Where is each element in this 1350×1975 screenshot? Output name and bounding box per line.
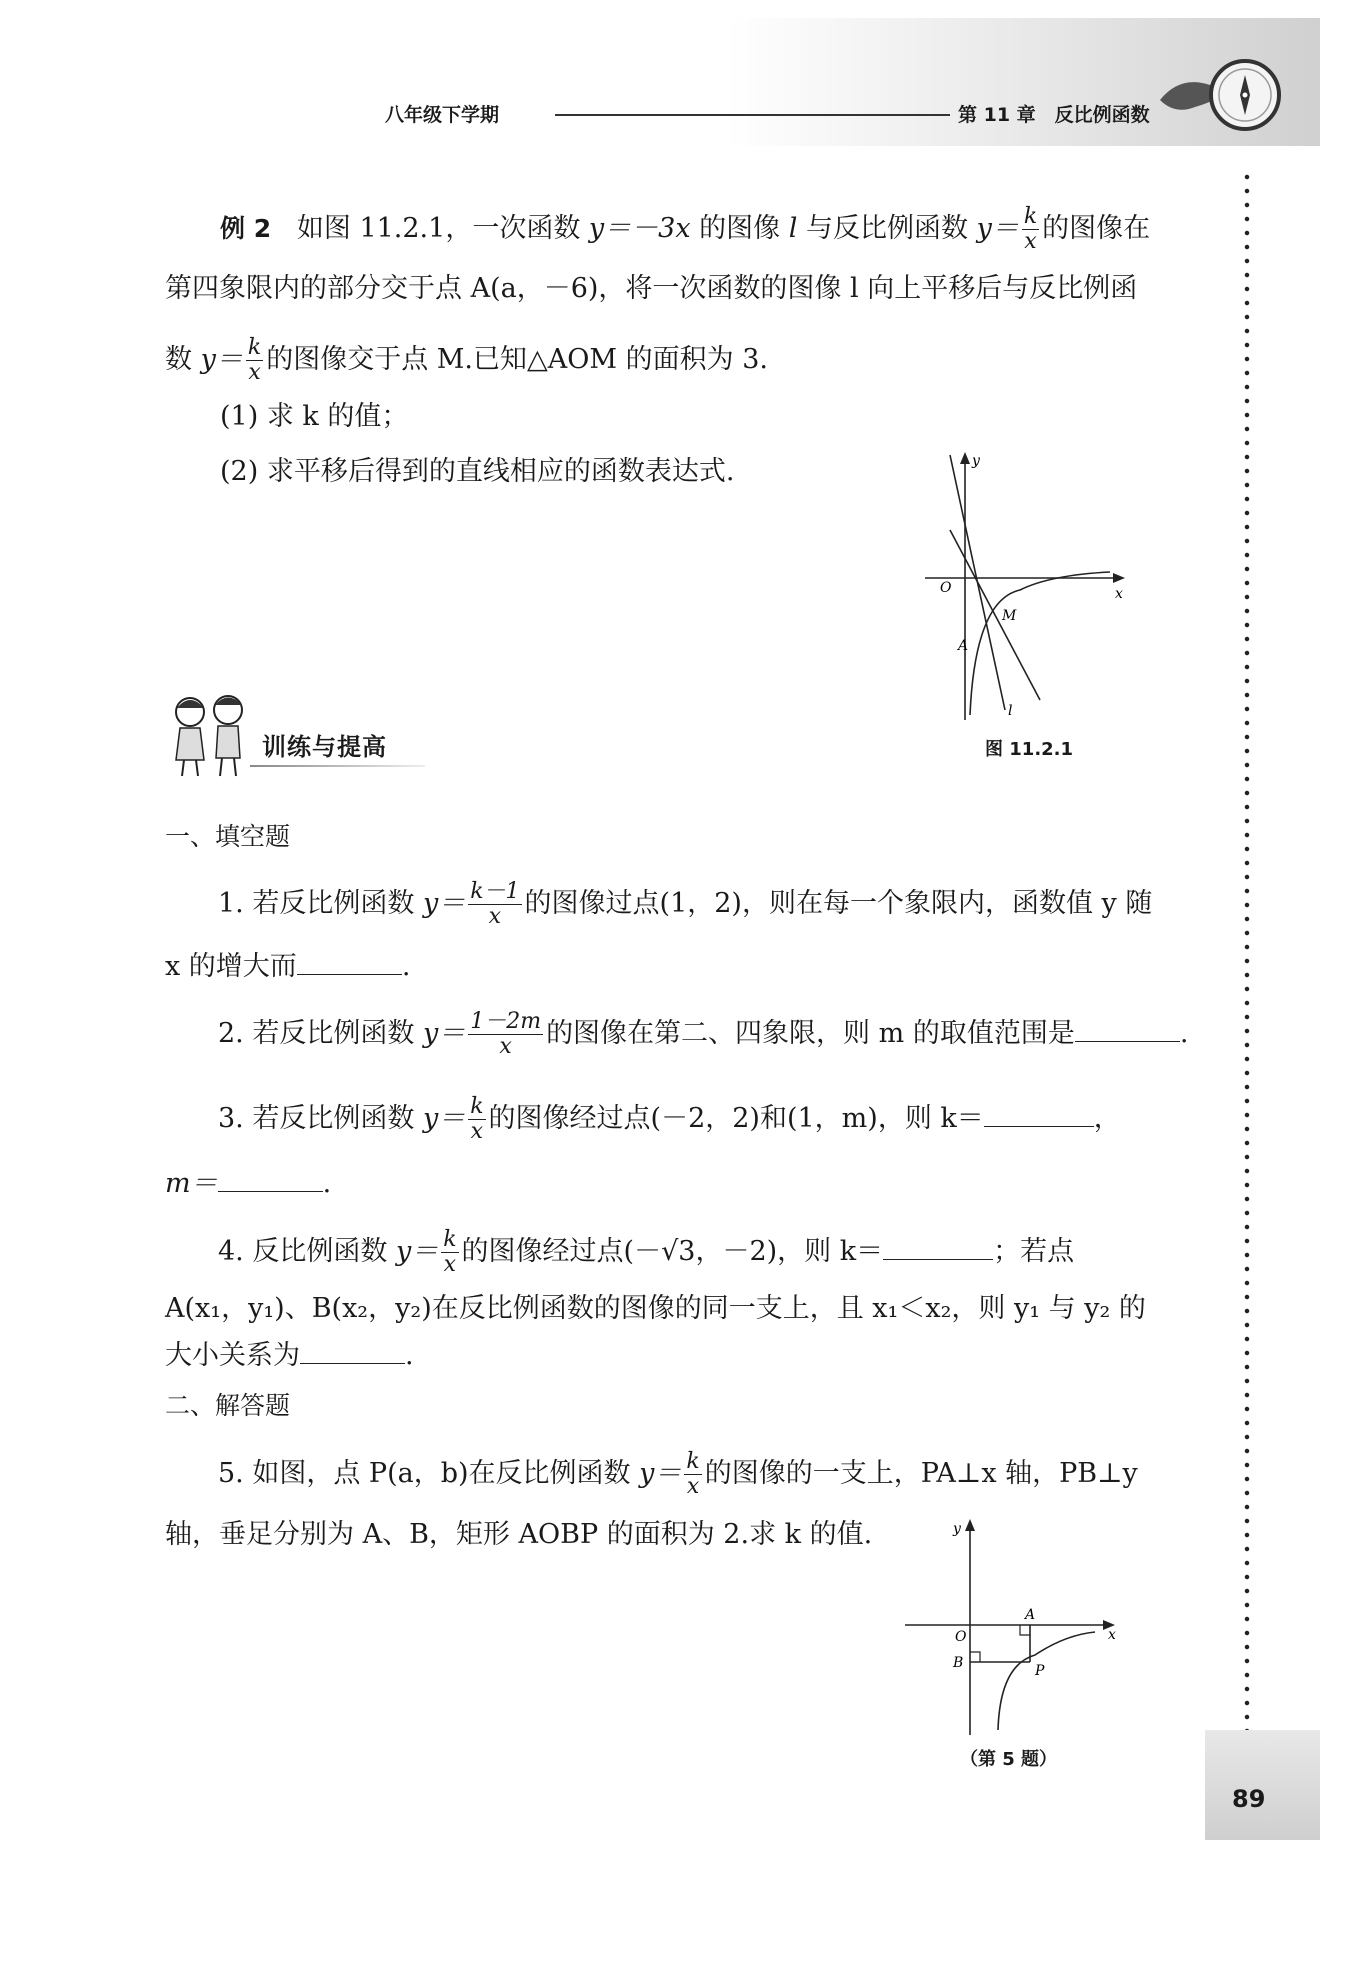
- q2-text-a: 2. 若反比例函数: [218, 1018, 423, 1049]
- q4-text-a: 4. 反比例函数: [218, 1236, 396, 1267]
- frac-den: x: [246, 360, 263, 385]
- q2-text-b: 的图像在第二、四象限，则 m 的取值范围是: [546, 1018, 1075, 1049]
- q5-text-a: 5. 如图，点 P(a，b)在反比例函数: [218, 1458, 640, 1489]
- question-4-line-3: [165, 1337, 414, 1373]
- question-5-line-2: 轴，垂足分别为 A、B，矩形 AOBP 的面积为 2.求 k 的值.: [165, 1519, 873, 1550]
- fig-label-x: x: [1115, 586, 1123, 602]
- hyperbola-branch: [998, 1632, 1095, 1730]
- frac-num: k: [443, 1227, 457, 1252]
- answer-blank[interactable]: [297, 948, 402, 975]
- y-eq: y＝: [422, 1018, 466, 1049]
- q4-text-b: 的图像经过点(－√3，－2)，则 k＝: [461, 1236, 884, 1267]
- x-axis-arrow: [1113, 573, 1125, 583]
- example-eq: y＝－3x: [588, 213, 691, 244]
- q4-text-c: ；若点: [993, 1236, 1075, 1267]
- section-1-title: 一、填空题: [165, 822, 291, 851]
- q3-text-a: 3. 若反比例函数: [218, 1103, 423, 1134]
- fraction-k-over-x: [441, 1228, 458, 1277]
- frac-num: k－1: [470, 879, 520, 904]
- q1-text-d: .: [401, 951, 411, 982]
- frac-num: k: [686, 1449, 700, 1474]
- fig5-label-a: A: [1025, 1607, 1036, 1623]
- q4-text-line3-end: .: [405, 1340, 414, 1371]
- q3-text-b: 的图像经过点(－2，2)和(1，m)，则 k＝: [488, 1103, 984, 1134]
- frac-den: x: [1022, 229, 1039, 254]
- fig-label-y: y: [972, 453, 980, 469]
- training-title: 训练与提高: [262, 733, 387, 761]
- frac-den: x: [441, 1252, 458, 1277]
- example-text-3a: 数: [165, 344, 201, 375]
- answer-blank[interactable]: [883, 1233, 993, 1260]
- fig-label-l: l: [1008, 703, 1013, 719]
- question-3-line-2: [165, 1165, 331, 1201]
- question-1-line-2: [165, 948, 410, 984]
- answer-blank[interactable]: [218, 1165, 323, 1192]
- fig5-label-o: O: [955, 1629, 967, 1645]
- q1-text-a: 1. 若反比例函数: [218, 888, 423, 919]
- training-underline: [250, 765, 425, 767]
- fraction-k-over-x: [468, 1095, 485, 1144]
- figure-11-2-1: [910, 450, 1140, 730]
- header-right: 第 11 章 反比例函数: [958, 104, 1150, 126]
- fraction-k-over-x: [684, 1450, 701, 1499]
- example-label: 例 2: [220, 214, 272, 243]
- answer-blank[interactable]: [300, 1337, 405, 1364]
- q3-text-d: m＝: [165, 1168, 218, 1199]
- fig5-label-b: B: [953, 1655, 964, 1671]
- q4-text-line3: 大小关系为: [165, 1340, 300, 1371]
- question-2-line-1: [218, 1010, 1188, 1059]
- fig-label-m: M: [1002, 608, 1017, 624]
- q1-text-b: 的图像过点(1，2)，则在每一个象限内，函数值 y 随: [524, 888, 1153, 919]
- example-text-1c: 与反比例函数: [797, 213, 977, 244]
- header-rule: [555, 114, 950, 116]
- question-5-line-1: [218, 1450, 1138, 1499]
- page-number: 89: [1232, 1785, 1266, 1813]
- example-question-1: (1) 求 k 的值；: [220, 401, 409, 432]
- y-eq: y＝: [639, 1458, 682, 1489]
- answer-blank[interactable]: [984, 1100, 1094, 1127]
- frac-num: k: [1023, 204, 1038, 229]
- example-line-3: [165, 336, 768, 385]
- right-angle-a: [1020, 1625, 1030, 1635]
- frac-num: k: [247, 335, 262, 360]
- q5-text-b: 的图像的一支上，PA⊥x 轴，PB⊥y: [704, 1458, 1138, 1489]
- fraction-k-minus-1: [468, 880, 521, 929]
- answer-blank[interactable]: [1075, 1015, 1180, 1042]
- q3-text-c: ，: [1093, 1103, 1121, 1134]
- frac-den: x: [468, 904, 521, 929]
- frac-num: k: [470, 1094, 484, 1119]
- frac-num: 1－2m: [470, 1009, 542, 1034]
- q1-text-c: x 的增大而: [165, 951, 297, 982]
- example-text-1b: 的图像: [690, 213, 789, 244]
- y-eq: y＝: [395, 1236, 439, 1267]
- fig5-label-p: P: [1035, 1663, 1045, 1679]
- fraction-k-over-x: [246, 336, 263, 385]
- example-question-2: (2) 求平移后得到的直线相应的函数表达式.: [220, 456, 735, 487]
- example-line-2: 第四象限内的部分交于点 A(a，－6)，将一次函数的图像 l 向上平移后与反比例函: [165, 273, 1138, 304]
- frac-den: x: [468, 1119, 485, 1144]
- figure-question-5: [895, 1515, 1135, 1740]
- fig-label-o: O: [940, 580, 952, 596]
- y-eq: y＝: [200, 344, 243, 375]
- question-4-line-1: [218, 1228, 1074, 1277]
- example-text-1d: 的图像在: [1042, 213, 1151, 244]
- example-text-3b: 的图像交于点 M.已知△AOM 的面积为 3.: [266, 344, 768, 375]
- clock-logo-icon: [1150, 45, 1290, 145]
- fig5-label-x: x: [1108, 1627, 1116, 1643]
- frac-den: x: [468, 1034, 543, 1059]
- right-angle-b: [970, 1652, 980, 1662]
- q2-text-c: .: [1179, 1018, 1189, 1049]
- fig5-label-y: y: [953, 1521, 961, 1537]
- example-text-1a: 如图 11.2.1，一次函数: [296, 213, 589, 244]
- q3-text-e: .: [322, 1168, 332, 1199]
- question-3-line-1: [218, 1095, 1121, 1144]
- frac-den: x: [684, 1474, 701, 1499]
- page-edge-dots: [1244, 170, 1250, 1730]
- example-line-1: [220, 205, 1150, 254]
- fraction-k-over-x: [1022, 205, 1039, 254]
- y-eq: y＝: [422, 1103, 466, 1134]
- question-4-line-2: A(x₁，y₁)、B(x₂，y₂)在反比例函数的图像的同一支上，且 x₁＜x₂，则 y₁ 与 y₂ 的: [165, 1293, 1146, 1324]
- question-1-line-1: [218, 880, 1152, 929]
- y-axis-arrow: [960, 452, 970, 464]
- kids-icon: [160, 690, 260, 780]
- figure-5-caption: （第 5 题）: [960, 1749, 1058, 1770]
- figure-caption: 图 11.2.1: [985, 739, 1074, 760]
- y-eq: y＝: [422, 888, 466, 919]
- y-eq: y＝: [976, 213, 1019, 244]
- section-2-title: 二、解答题: [165, 1391, 291, 1420]
- y-axis-arrow: [965, 1519, 975, 1531]
- example-line-l: l: [788, 213, 798, 244]
- fig-label-a: A: [958, 638, 969, 654]
- header-left: 八年级下学期: [385, 104, 500, 126]
- fraction-1-minus-2m: [468, 1010, 543, 1059]
- line-l-shifted: [950, 530, 1040, 700]
